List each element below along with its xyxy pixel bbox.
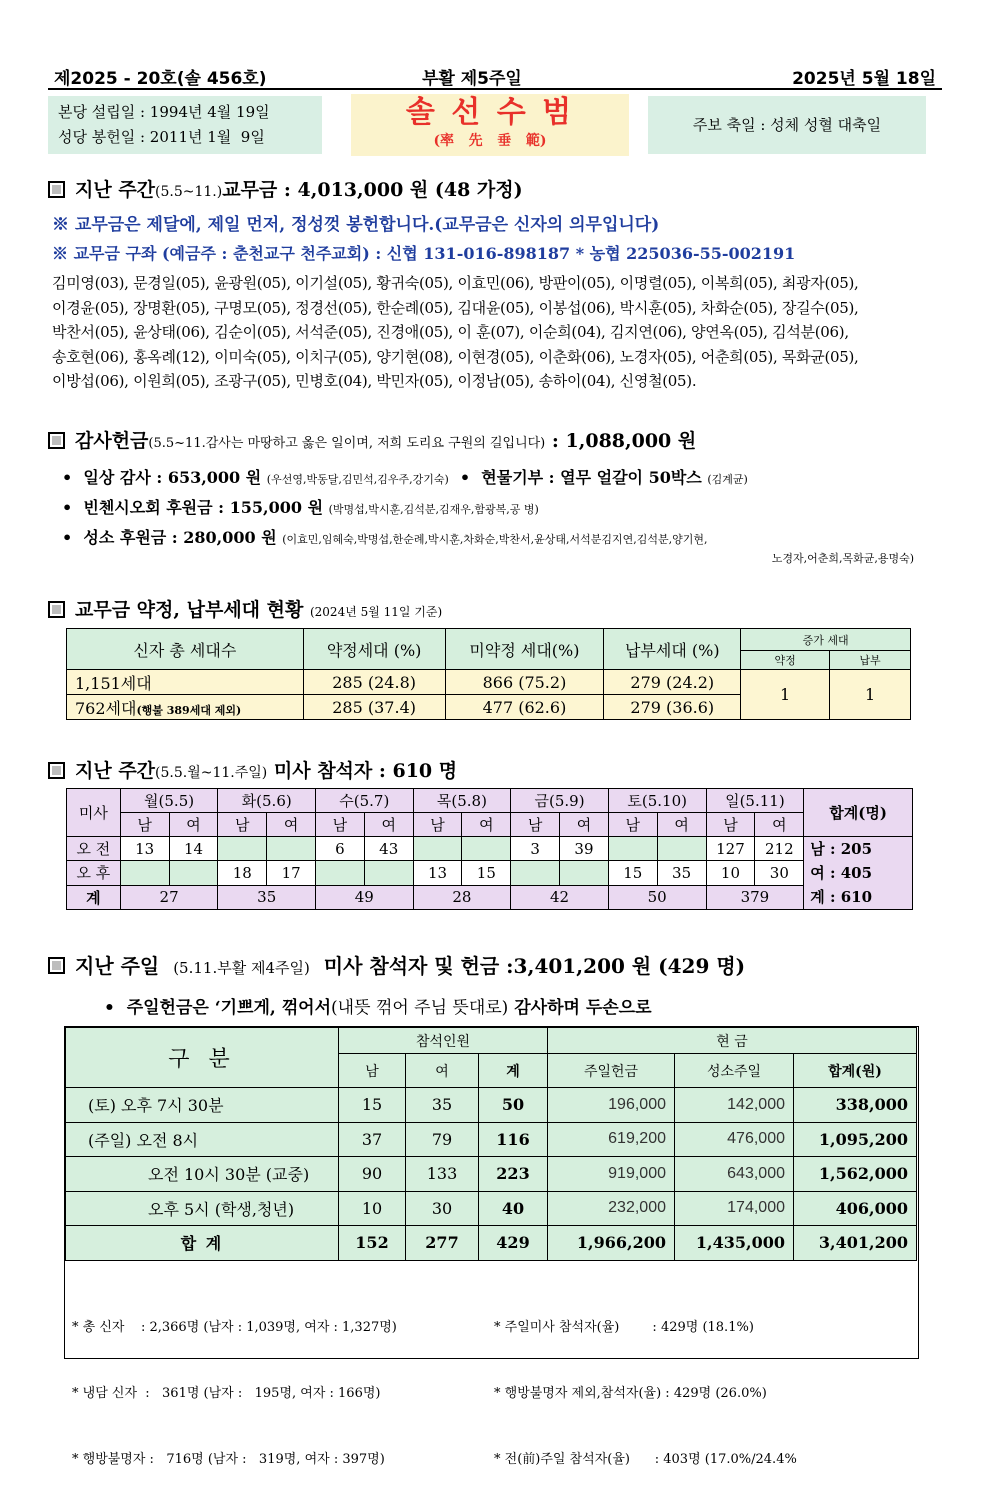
cell [316, 861, 365, 885]
cell: 338,000 [794, 1088, 917, 1123]
dues-account: ※ 교무금 구좌 (예금주 : 춘천교구 천주교회) : 신협 131-016-898187 * 농협 225036-55-002191 [52, 244, 796, 263]
cell: 35 [406, 1088, 479, 1123]
cell: 10 [339, 1191, 406, 1226]
cell: 30 [406, 1191, 479, 1226]
th-male: 남 [511, 813, 560, 837]
th-sum: 계 [479, 1054, 548, 1088]
th-male: 남 [706, 813, 755, 837]
founding-date: 본당 설립일 : 1994년 4월 19일 [58, 103, 270, 121]
section-thanks-title: 감사헌금(5.5~11.감사는 마땅하고 옳은 일이며, 저희 도리요 구원의 길입니다) : 1,088,000 원 [48, 426, 696, 453]
cell: 15 [462, 861, 511, 885]
th-increase-pledge: 약정 [741, 651, 830, 670]
cell: 합 계 [66, 1226, 339, 1261]
cell [560, 861, 609, 885]
th-day: 월(5.5) [120, 789, 218, 813]
cell: 13 [413, 861, 462, 885]
cell: 3,401,200 [794, 1226, 917, 1261]
cell: 35 [218, 885, 316, 909]
cell: 142,000 [675, 1088, 794, 1123]
donor-line: 이방섭(06), 이원희(05), 조광구(05), 민병호(04), 박민자(05), 이정남(05), 송하이(04), 신영철(05). [52, 372, 697, 390]
square-bullet-icon [48, 762, 65, 779]
cell: 1,435,000 [675, 1226, 794, 1261]
cell: 35 [657, 861, 706, 885]
cell: 27 [120, 885, 218, 909]
th-total: 합계(명) [804, 789, 913, 837]
cell: 127 [706, 837, 755, 861]
th-day: 일(5.11) [706, 789, 804, 813]
th-pledged: 약정세대 (%) [303, 629, 445, 670]
th-day: 수(5.7) [316, 789, 414, 813]
motto-box [351, 94, 629, 156]
liturgical-week: 부활 제5주일 [422, 69, 522, 89]
th-male: 남 [120, 813, 169, 837]
th-total-households: 신자 총 세대수 [67, 629, 304, 670]
th-female: 여 [169, 813, 218, 837]
cell: 90 [339, 1157, 406, 1192]
th-paid: 납부세대 (%) [604, 629, 741, 670]
row-label-sum: 계 [67, 885, 121, 909]
cell [120, 861, 169, 885]
cell: 223 [479, 1157, 548, 1192]
th-day: 화(5.6) [218, 789, 316, 813]
th-mass: 미사 [67, 789, 121, 837]
th-male: 남 [339, 1054, 406, 1088]
cell: 1,151세대 [67, 670, 304, 695]
cell: 1 [741, 670, 830, 720]
cell: 오전 10시 30분 (교중) [66, 1157, 339, 1192]
cell: 116 [479, 1122, 548, 1157]
section-dues-title: 지난 주간(5.5~11.)교무금 : 4,013,000 원 (48 가정) [48, 175, 523, 202]
thanks-vincent: • 빈첸시오회 후원금 : 155,000 원 (박명섭,박시훈,김석분,김재우,함광복,공 병) [62, 498, 539, 517]
th-female: 여 [462, 813, 511, 837]
row-label-pm: 오 후 [67, 861, 121, 885]
th-male: 남 [316, 813, 365, 837]
note-line: * 총 신자 : 2,366명 (남자 : 1,039명, 여자 : 1,327명) [72, 1320, 397, 1335]
th-male: 남 [608, 813, 657, 837]
cell: 79 [406, 1122, 479, 1157]
donor-line: 김미영(03), 문경일(05), 윤광원(05), 이기설(05), 황귀숙(05), 이효민(06), 방판이(05), 이명렬(05), 이복희(05), 최광자(05), [52, 274, 859, 292]
cell [608, 837, 657, 861]
cell: 279 (36.6) [604, 695, 741, 720]
cell: 17 [267, 861, 316, 885]
cell: 1,966,200 [548, 1226, 675, 1261]
cell: 1,095,200 [794, 1122, 917, 1157]
cell: 49 [316, 885, 414, 909]
cell: (토) 오후 7시 30분 [66, 1088, 339, 1123]
th-female: 여 [267, 813, 316, 837]
cell: 14 [169, 837, 218, 861]
cell: 37 [339, 1122, 406, 1157]
square-bullet-icon [48, 957, 65, 974]
section-weekly-mass-title: 지난 주간(5.5.월~11.주일) 미사 참석자 : 610 명 [48, 756, 457, 783]
square-bullet-icon [48, 181, 65, 198]
total-line: 남 : 205 [810, 840, 873, 858]
th-sunday-offering: 주일헌금 [548, 1054, 675, 1088]
cell: 1,562,000 [794, 1157, 917, 1192]
th-female: 여 [657, 813, 706, 837]
cell [267, 837, 316, 861]
cell: 18 [218, 861, 267, 885]
parish-info-box [48, 96, 322, 154]
th-day: 목(5.8) [413, 789, 511, 813]
cell: 285 (24.8) [303, 670, 445, 695]
th-day: 토(5.10) [608, 789, 706, 813]
th-female: 여 [755, 813, 804, 837]
th-male: 남 [413, 813, 462, 837]
cell: 406,000 [794, 1191, 917, 1226]
table-row [66, 1088, 917, 1123]
cell: 50 [479, 1088, 548, 1123]
donor-names [52, 271, 952, 394]
total-line: 계 : 610 [810, 888, 873, 906]
cell: 196,000 [548, 1088, 675, 1123]
cell: 379 [706, 885, 804, 909]
th-vocation-sunday: 성소주일 [675, 1054, 794, 1088]
th-day: 금(5.9) [511, 789, 609, 813]
th-not-pledged: 미약정 세대(%) [445, 629, 604, 670]
weekly-totals [804, 837, 913, 910]
donor-line: 이경윤(05), 장명환(05), 구명모(05), 정경선(05), 한순례(05), 김대윤(05), 이봉섭(06), 박시훈(05), 차화순(05), 장길수(05), [52, 298, 859, 317]
th-female: 여 [364, 813, 413, 837]
issue-number: 제2025 - 20호(솔 456호) [54, 69, 267, 89]
cell: 279 (24.2) [604, 670, 741, 695]
note-line: * 주일미사 참석자(율) : 429명 (18.1%) [494, 1320, 754, 1335]
th-female: 여 [560, 813, 609, 837]
cell [218, 837, 267, 861]
cell: 43 [364, 837, 413, 861]
cell: 6 [316, 837, 365, 861]
cell [169, 861, 218, 885]
total-line: 여 : 405 [810, 864, 873, 882]
section-pledge-title: 교무금 약정, 납부세대 현황 (2024년 5월 11일 기준) [48, 595, 442, 622]
cell: 10 [706, 861, 755, 885]
cell: 42 [511, 885, 609, 909]
cell [364, 861, 413, 885]
row-label-am: 오 전 [67, 837, 121, 861]
pledge-table [66, 628, 911, 720]
cell [413, 837, 462, 861]
notes-right [494, 1273, 797, 1493]
cell: 152 [339, 1226, 406, 1261]
cell: 285 (37.4) [303, 695, 445, 720]
th-attendance: 참석인원 [339, 1028, 548, 1054]
cell: 28 [413, 885, 511, 909]
cell: 40 [479, 1191, 548, 1226]
feast-text: 주보 축일 : 성체 성혈 대축일 [692, 116, 882, 134]
th-money: 현 금 [548, 1028, 917, 1054]
notes-left [72, 1273, 397, 1493]
cell [511, 861, 560, 885]
motto-hanja: (率 先 垂 範) [433, 133, 547, 149]
table-row [66, 1122, 917, 1157]
square-bullet-icon [48, 432, 65, 449]
note-line: * 전(前)주일 참석자(율) : 403명 (17.0%/24.4% [494, 1452, 797, 1467]
cell: 133 [406, 1157, 479, 1192]
cell: 429 [479, 1226, 548, 1261]
donor-line: 박찬서(05), 윤상태(06), 김순이(05), 서석준(05), 진경애(05), 이 훈(07), 이순희(04), 김지연(06), 양연옥(05), 김석분(06), [52, 323, 849, 341]
thanks-daily: • 일상 감사 : 653,000 원 (우선영,박동달,김민석,김우주,강기숙) • 현물기부 : 열무 얼갈이 50박스 (김계균) [62, 468, 748, 487]
dues-note-1: ※ 교무금은 제달에, 제일 먼저, 정성껏 봉헌합니다.(교무금은 신자의 의무입니다) [52, 215, 660, 235]
cell: 643,000 [675, 1157, 794, 1192]
th-increase-paid: 납부 [830, 651, 911, 670]
cell: 3 [511, 837, 560, 861]
sunday-table [65, 1027, 917, 1261]
issue-date: 2025년 5월 18일 [792, 69, 936, 89]
cell: 13 [120, 837, 169, 861]
donor-line: 송호현(06), 홍옥례(12), 이미숙(05), 이치구(05), 양기현(08), 이현경(05), 이춘화(06), 노경자(05), 어춘희(05), 목화균(05), [52, 347, 859, 366]
note-line: * 행방불명자 제외,참석자(율) : 429명 (26.0%) [494, 1386, 767, 1401]
cell: 오후 5시 (학생,청년) [66, 1191, 339, 1226]
consecration-date: 성당 봉헌일 : 2011년 1월 9일 [58, 128, 265, 146]
cell [462, 837, 511, 861]
table-row [66, 1157, 917, 1192]
cell: 919,000 [548, 1157, 675, 1192]
cell: 174,000 [675, 1191, 794, 1226]
sunday-offering-note: • 주일헌금은 ‘기쁘게, 꺾어서(내뜻 꺾어 주님 뜻대로) 감사하며 두손으로 [104, 998, 652, 1018]
note-line: * 냉담 신자 : 361명 (남자 : 195명, 여자 : 166명) [72, 1386, 381, 1401]
cell: 477 (62.6) [445, 695, 604, 720]
square-bullet-icon [48, 601, 65, 618]
table-row [66, 1191, 917, 1226]
cell: 762세대(행불 389세대 제외) [67, 695, 304, 720]
cell [657, 837, 706, 861]
th-increase: 증가 세대 [741, 629, 911, 651]
weekly-mass-table [66, 788, 913, 910]
cell: (주일) 오전 8시 [66, 1122, 339, 1157]
section-sunday-title: 지난 주일 (5.11.부활 제4주일) 미사 참석자 및 헌금 :3,401,200 원 (429 명) [48, 950, 745, 979]
cell: 212 [755, 837, 804, 861]
cell: 232,000 [548, 1191, 675, 1226]
note-line: * 행방불명자 : 716명 (남자 : 319명, 여자 : 397명) [72, 1452, 385, 1467]
feast-box [648, 96, 926, 154]
cell: 30 [755, 861, 804, 885]
table-row [66, 1226, 917, 1261]
cell: 15 [339, 1088, 406, 1123]
th-money-total: 합계(원) [794, 1054, 917, 1088]
cell: 277 [406, 1226, 479, 1261]
cell: 50 [608, 885, 706, 909]
cell: 39 [560, 837, 609, 861]
th-female: 여 [406, 1054, 479, 1088]
th-category: 구 분 [66, 1028, 339, 1088]
cell: 866 (75.2) [445, 670, 604, 695]
cell: 476,000 [675, 1122, 794, 1157]
thanks-vocation-cont: 노경자,어춘희,목화균,용명숙) [771, 552, 914, 565]
cell: 1 [830, 670, 911, 720]
thanks-vocation: • 성소 후원금 : 280,000 원 (이효민,임혜숙,박명섭,한순례,박시훈,차화순,박찬서,윤상태,서석분김지연,김석분,양기현, [62, 528, 708, 547]
th-male: 남 [218, 813, 267, 837]
motto-title: 솔 선 수 범 [405, 95, 575, 130]
bulletin-header [48, 62, 942, 90]
cell: 619,200 [548, 1122, 675, 1157]
cell: 15 [608, 861, 657, 885]
